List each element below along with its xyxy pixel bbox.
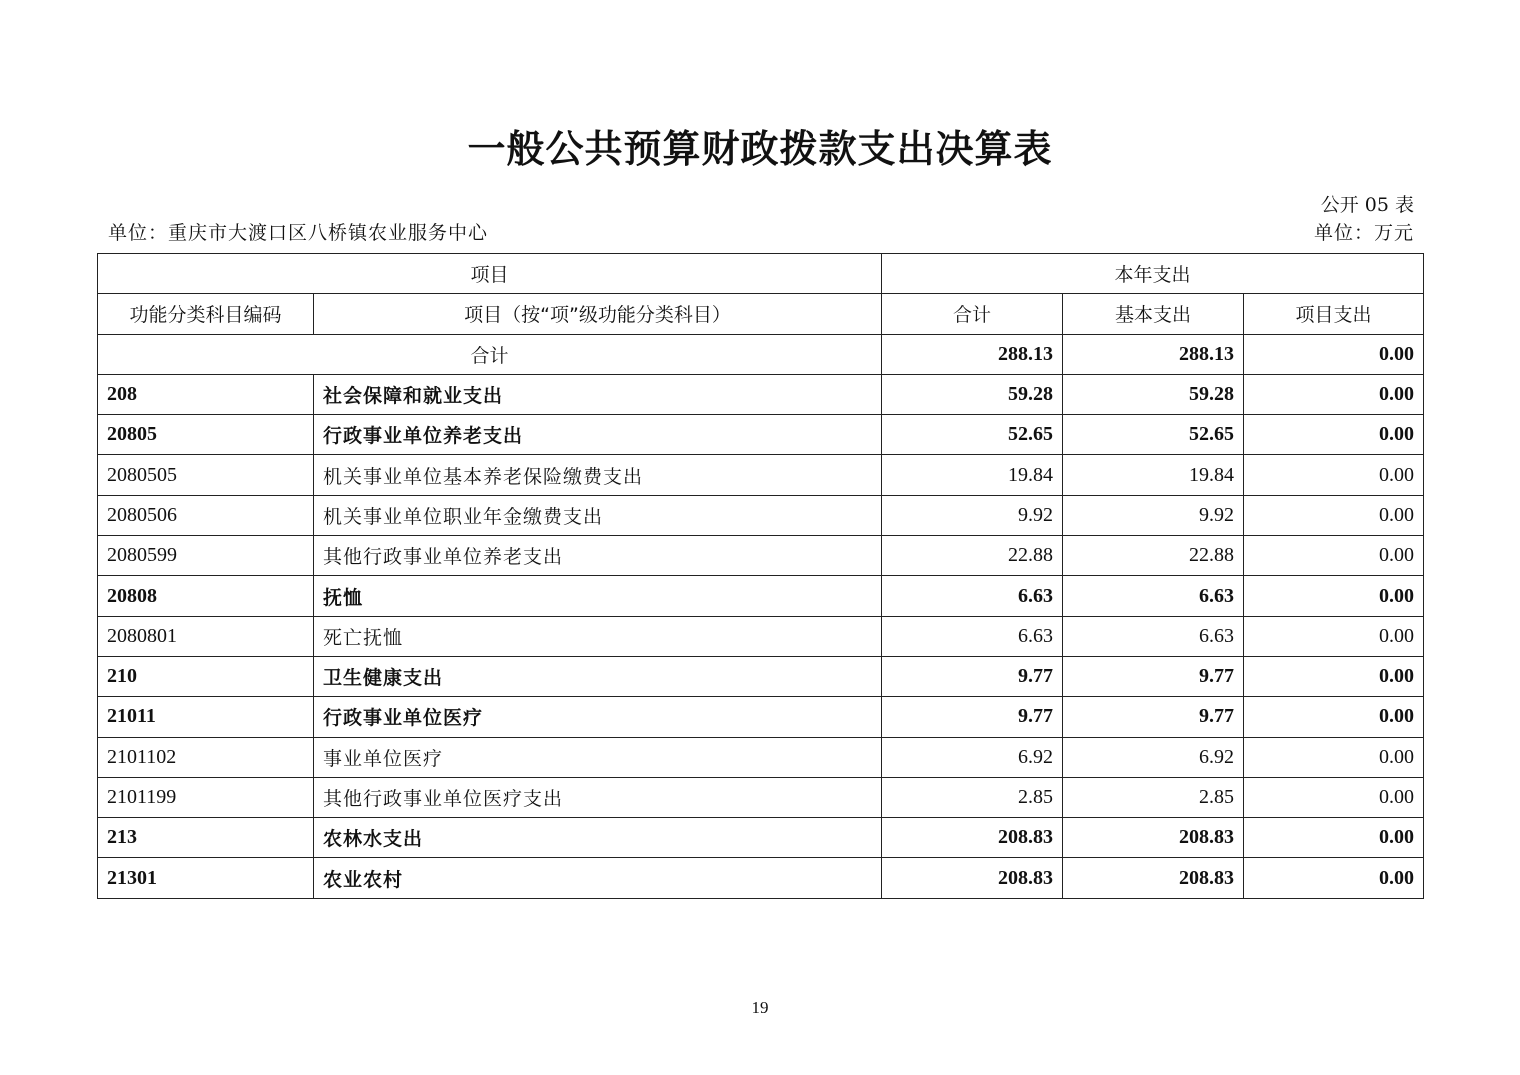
row-name: 农林水支出 [314, 818, 882, 858]
table-row [98, 737, 1424, 777]
row-project: 0.00 [1244, 374, 1424, 414]
row-name: 农业农村 [314, 858, 882, 898]
header-name: 项目（按“项”级功能分类科目） [314, 294, 882, 334]
table-row [98, 818, 1424, 858]
row-total: 9.77 [882, 656, 1063, 696]
row-code: 2101199 [98, 777, 314, 817]
row-project: 0.00 [1244, 616, 1424, 656]
table-row [98, 777, 1424, 817]
row-code: 210 [98, 656, 314, 696]
row-total: 9.77 [882, 697, 1063, 737]
row-project: 0.00 [1244, 415, 1424, 455]
row-basic: 208.83 [1063, 858, 1244, 898]
summary-row [98, 334, 1424, 374]
table-row [98, 656, 1424, 696]
row-name: 卫生健康支出 [314, 656, 882, 696]
row-basic: 22.88 [1063, 536, 1244, 576]
row-code: 2080505 [98, 455, 314, 495]
row-project: 0.00 [1244, 818, 1424, 858]
header-current-year: 本年支出 [882, 254, 1424, 294]
row-basic: 9.77 [1063, 656, 1244, 696]
row-project: 0.00 [1244, 576, 1424, 616]
row-project: 0.00 [1244, 536, 1424, 576]
row-total: 59.28 [882, 374, 1063, 414]
header-row-1 [98, 254, 1424, 294]
row-code: 20805 [98, 415, 314, 455]
row-basic: 9.92 [1063, 495, 1244, 535]
row-total: 6.63 [882, 616, 1063, 656]
table-number: 公开 05 表 [1320, 194, 1414, 216]
unit-currency: 单位：万元 [1313, 222, 1414, 244]
row-project: 0.00 [1244, 697, 1424, 737]
summary-total: 288.13 [882, 334, 1063, 374]
row-name: 事业单位医疗 [314, 737, 882, 777]
row-project: 0.00 [1244, 737, 1424, 777]
header-project-expense: 项目支出 [1244, 294, 1424, 334]
row-basic: 208.83 [1063, 818, 1244, 858]
table-row [98, 616, 1424, 656]
table-row [98, 576, 1424, 616]
row-basic: 6.92 [1063, 737, 1244, 777]
row-basic: 59.28 [1063, 374, 1244, 414]
row-total: 9.92 [882, 495, 1063, 535]
header-basic: 基本支出 [1063, 294, 1244, 334]
table-row [98, 495, 1424, 535]
row-basic: 2.85 [1063, 777, 1244, 817]
row-code: 2101102 [98, 737, 314, 777]
row-project: 0.00 [1244, 777, 1424, 817]
row-name: 行政事业单位养老支出 [314, 415, 882, 455]
row-project: 0.00 [1244, 455, 1424, 495]
row-code: 213 [98, 818, 314, 858]
summary-basic: 288.13 [1063, 334, 1244, 374]
row-project: 0.00 [1244, 858, 1424, 898]
header-row-2 [98, 294, 1424, 334]
row-total: 6.92 [882, 737, 1063, 777]
row-name: 行政事业单位医疗 [314, 697, 882, 737]
row-total: 19.84 [882, 455, 1063, 495]
header-code: 功能分类科目编码 [98, 294, 314, 334]
header-total: 合计 [882, 294, 1063, 334]
row-basic: 19.84 [1063, 455, 1244, 495]
unit-organization: 单位：重庆市大渡口区八桥镇农业服务中心 [108, 222, 489, 244]
table-row [98, 536, 1424, 576]
row-code: 21011 [98, 697, 314, 737]
row-code: 2080506 [98, 495, 314, 535]
row-project: 0.00 [1244, 495, 1424, 535]
row-total: 52.65 [882, 415, 1063, 455]
row-code: 2080801 [98, 616, 314, 656]
table-row [98, 858, 1424, 898]
page-title: 一般公共预算财政拨款支出决算表 [467, 127, 1053, 171]
row-basic: 52.65 [1063, 415, 1244, 455]
summary-label: 合计 [98, 334, 882, 374]
row-code: 21301 [98, 858, 314, 898]
row-project: 0.00 [1244, 656, 1424, 696]
row-code: 208 [98, 374, 314, 414]
summary-project: 0.00 [1244, 334, 1424, 374]
row-total: 22.88 [882, 536, 1063, 576]
row-name: 死亡抚恤 [314, 616, 882, 656]
row-name: 机关事业单位基本养老保险缴费支出 [314, 455, 882, 495]
row-name: 其他行政事业单位医疗支出 [314, 777, 882, 817]
row-basic: 6.63 [1063, 576, 1244, 616]
row-total: 6.63 [882, 576, 1063, 616]
page-number: 19 [751, 998, 769, 1017]
table-row [98, 697, 1424, 737]
expenditure-table [97, 253, 1424, 899]
table-row [98, 455, 1424, 495]
table-row [98, 415, 1424, 455]
row-total: 208.83 [882, 858, 1063, 898]
row-code: 20808 [98, 576, 314, 616]
row-total: 2.85 [882, 777, 1063, 817]
header-project: 项目 [98, 254, 882, 294]
row-total: 208.83 [882, 818, 1063, 858]
row-basic: 6.63 [1063, 616, 1244, 656]
row-name: 社会保障和就业支出 [314, 374, 882, 414]
table-row [98, 374, 1424, 414]
row-name: 其他行政事业单位养老支出 [314, 536, 882, 576]
row-name: 抚恤 [314, 576, 882, 616]
row-basic: 9.77 [1063, 697, 1244, 737]
row-name: 机关事业单位职业年金缴费支出 [314, 495, 882, 535]
row-code: 2080599 [98, 536, 314, 576]
